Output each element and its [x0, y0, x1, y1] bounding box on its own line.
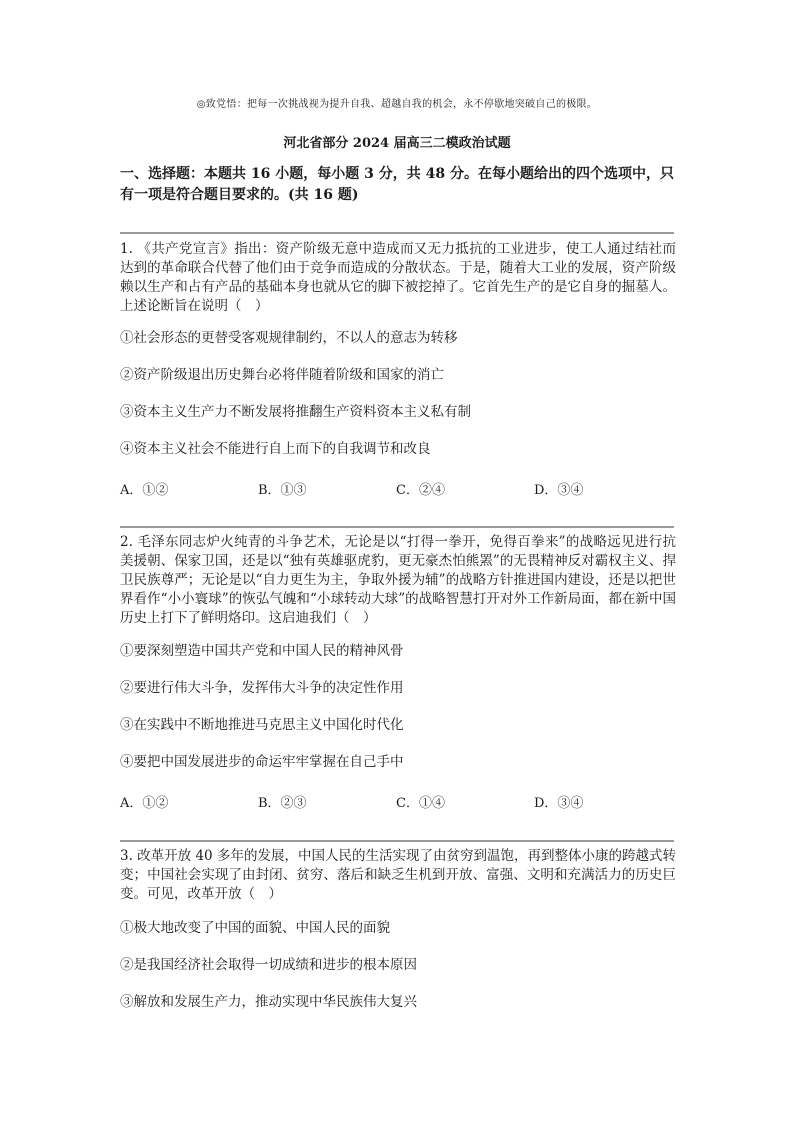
question-3-stem: 3. 改革开放 40 多年的发展，中国人民的生活实现了由贫穷到温饱，再到整体小康的跨越式转变；中国社会实现了由封闭、贫穷、落后和缺乏生机到开放、富强、文明和充满活力的历史巨变。可见，改革开放（ ）	[120, 848, 676, 902]
question-1-stem: 1. 《共产党宣言》指出：资产阶级无意中造成而又无力抵抗的工业进步，使工人通过结社而达到的革命联合代替了他们由于竞争而造成的分散状态。于是，随着大工业的发展，资产阶级赖以生产和占有产品的基础本身也就从它的脚下被挖掉了。它首先生产的是它自身的掘墓人。上述论断旨在说明（ ）	[120, 241, 676, 314]
section-heading: 一、选择题：本题共 16 小题，每小题 3 分，共 48 分。在每小题给出的四个选项中，只有一项是符合题目要求的。(共 16 题)	[120, 166, 674, 203]
choice-c[interactable]: C．②④	[396, 483, 445, 498]
question-divider	[120, 232, 674, 234]
question-1-option-3: ③资本主义生产力不断发展将推翻生产资料资本主义私有制	[120, 404, 471, 420]
question-3-option-2: ②是我国经济社会取得一切成绩和进步的根本原因	[120, 957, 417, 973]
question-2-option-3: ③在实践中不断地推进马克思主义中国化时代化	[120, 717, 404, 733]
choice-d[interactable]: D．③④	[534, 483, 584, 498]
choice-d[interactable]: D．③④	[534, 796, 584, 811]
question-1-choices	[120, 479, 676, 498]
question-divider	[120, 840, 674, 842]
question-1-option-1: ①社会形态的更替受客观规律制约，不以人的意志为转移	[120, 330, 458, 346]
page-title: 河北省部分 2024 届高三二模政治试题	[283, 136, 511, 151]
question-1-option-4: ④资本主义社会不能进行自上而下的自我调节和改良	[120, 441, 431, 457]
choice-b[interactable]: B．②③	[258, 796, 307, 811]
choice-b[interactable]: B．①③	[258, 483, 307, 498]
question-2-stem: 2. 毛泽东同志炉火纯青的斗争艺术，无论是以“打得一拳开，免得百拳来”的战略远见进行抗美援朝、保家卫国，还是以“独有英雄驱虎豹，更无豪杰怕熊罴”的无畏精神反对霸权主义、捍卫民族尊严；无论是以“自力更生为主，争取外援为辅”的战略方针推进国内建设，还是以把世界看作“小小寰球”的恢弘气魄和“小球转动大球”的战略智慧打开对外工作新局面，都在新中国历史上打下了鲜明烙印。这启迪我们（ ）	[120, 534, 676, 626]
choice-a[interactable]: A．①②	[120, 796, 169, 811]
question-3-option-3: ③解放和发展生产力，推动实现中华民族伟大复兴	[120, 994, 417, 1010]
question-2-option-4: ④要把中国发展进步的命运牢牢掌握在自己手中	[120, 754, 404, 770]
question-1-option-2: ②资产阶级退出历史舞台必将伴随着阶级和国家的消亡	[120, 367, 444, 383]
choice-a[interactable]: A．①②	[120, 483, 169, 498]
question-2-option-1: ①要深刻塑造中国共产党和中国人民的精神风骨	[120, 643, 404, 659]
choice-c[interactable]: C．①④	[396, 796, 445, 811]
question-2-choices	[120, 792, 676, 811]
question-3-option-1: ①极大地改变了中国的面貌、中国人民的面貌	[120, 920, 390, 936]
question-2-option-2: ②要进行伟大斗争，发挥伟大斗争的决定性作用	[120, 680, 404, 696]
header-motto: ◎致党悟：把每一次挑战视为提升自我、超越自我的机会，永不停歇地突破自己的极限。	[196, 99, 598, 110]
question-divider	[120, 526, 674, 528]
